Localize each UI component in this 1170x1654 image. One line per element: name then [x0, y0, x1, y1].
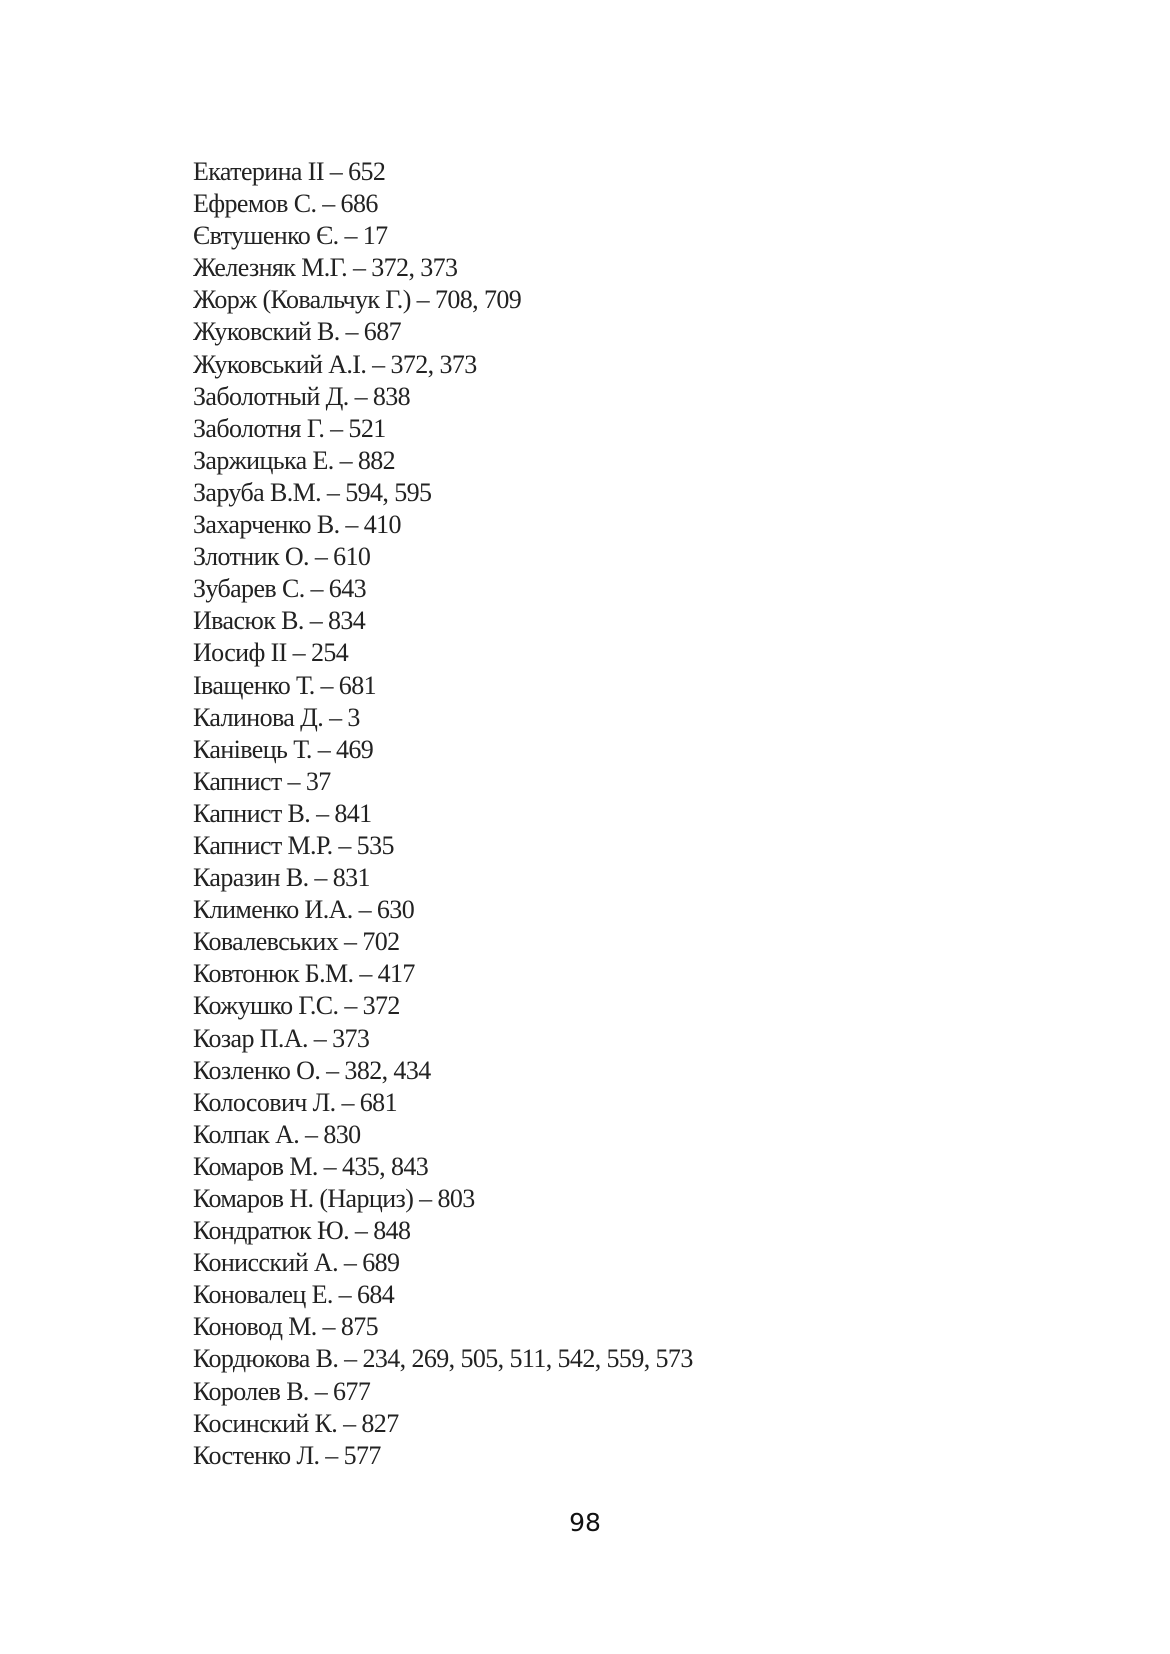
- index-entry: Ковалевських – 702: [193, 927, 400, 957]
- index-entry: Екатерина II – 652: [193, 157, 386, 186]
- index-entry: Колпак А. – 830: [193, 1119, 361, 1149]
- index-entry: Капнист В. – 841: [193, 798, 372, 828]
- index-entry: Євтушенко Є. – 17: [193, 221, 388, 251]
- index-entry: Заруба В.М. – 594, 595: [193, 477, 432, 507]
- index-entry: Костенко Л. – 577: [193, 1440, 381, 1470]
- index-entry: Капнист М.Р. – 535: [193, 830, 394, 860]
- index-entry: Кондратюк Ю. – 848: [193, 1216, 411, 1246]
- index-entry: Косинский К. – 827: [193, 1408, 399, 1438]
- index-entry: Заржицька Е. – 882: [193, 445, 396, 475]
- index-entry: Ковтонюк Б.М. – 417: [193, 959, 415, 989]
- index-entry: Иосиф II – 254: [193, 638, 349, 668]
- index-entry: Жуковский В. – 687: [193, 317, 402, 347]
- index-entry: Злотник О. – 610: [193, 542, 371, 572]
- index-entry: Зубарев С. – 643: [193, 574, 367, 604]
- index-entry: Ивасюк В. – 834: [193, 606, 366, 636]
- page-number: 98: [569, 1508, 601, 1537]
- index-entry: Козар П.А. – 373: [193, 1023, 370, 1053]
- index-entry: Кордюкова В. – 234, 269, 505, 511, 542, 559, 573: [193, 1344, 693, 1374]
- index-entry: Іващенко Т. – 681: [193, 670, 376, 700]
- index-entry: Комаров Н. (Нарциз) – 803: [193, 1184, 475, 1213]
- index-entry: Жорж (Ковальчук Г.) – 708, 709: [193, 285, 522, 315]
- index-entry: Капнист – 37: [193, 766, 331, 796]
- name-index-list: [193, 156, 693, 1472]
- index-entry: Конисский А. – 689: [193, 1248, 400, 1278]
- index-entry: Коновалец Е. – 684: [193, 1280, 395, 1310]
- index-entry: Захарченко В. – 410: [193, 510, 401, 540]
- index-entry: Железняк М.Г. – 372, 373: [193, 253, 458, 283]
- index-entry: Калинова Д. – 3: [193, 702, 360, 732]
- index-entry: Козленко О. – 382, 434: [193, 1055, 431, 1085]
- index-entry: Клименко И.А. – 630: [193, 895, 415, 925]
- index-entry: Канівець Т. – 469: [193, 734, 374, 764]
- index-entry: Заболотня Г. – 521: [193, 413, 386, 443]
- index-entry: Колосович Л. – 681: [193, 1087, 397, 1117]
- index-entry: Кожушко Г.С. – 372: [193, 991, 400, 1021]
- index-entry: Королев В. – 677: [193, 1376, 371, 1406]
- index-entry: Жуковський А.І. – 372, 373: [193, 349, 477, 379]
- index-entry: Заболотный Д. – 838: [193, 381, 411, 411]
- index-entry: Коновод М. – 875: [193, 1312, 379, 1342]
- index-entry: Каразин В. – 831: [193, 863, 370, 893]
- index-entry: Ефремов С. – 686: [193, 189, 378, 219]
- index-entry: Комаров М. – 435, 843: [193, 1151, 429, 1181]
